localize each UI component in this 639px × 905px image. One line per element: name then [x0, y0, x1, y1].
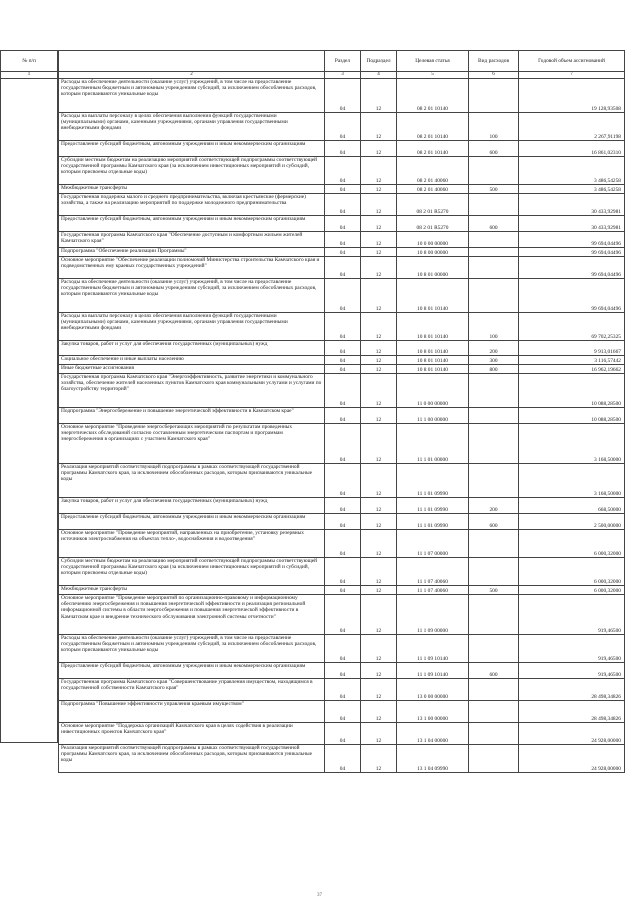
row-amount-cell: 3 168,50000	[519, 424, 625, 464]
row-vr-cell	[469, 701, 519, 723]
row-podrazdel-cell: 12	[361, 464, 397, 498]
row-razdel-cell: 04	[325, 185, 361, 194]
row-vr-cell: 100	[469, 113, 519, 141]
row-razdel-cell: 04	[325, 635, 361, 663]
row-vr-cell	[469, 232, 519, 248]
row-razdel-cell: 04	[325, 248, 361, 257]
row-razdel-cell: 04	[325, 257, 361, 279]
row-vr-cell	[469, 723, 519, 745]
row-vr-cell	[469, 530, 519, 558]
table-row	[59, 679, 625, 701]
row-amount-cell: 99 694,04496	[519, 248, 625, 257]
row-podrazdel-cell: 12	[361, 424, 397, 464]
row-csr-cell: 13 1 00 00000	[397, 701, 469, 723]
table-row	[59, 745, 625, 773]
row-csr-cell: 08 2 01 R5270	[397, 216, 469, 232]
row-vr-cell	[469, 745, 519, 773]
row-podrazdel-cell: 12	[361, 530, 397, 558]
row-podrazdel-cell: 12	[361, 723, 397, 745]
row-name-cell: Основное мероприятие "Проведение мероприятий, направленных на приобретение, установку резервных источников электроснабжения на объектах тепло-, водоснабжения и водоотведения"	[59, 530, 325, 558]
row-name-cell: Подпрограмма "Обеспечение реализации Программы"	[59, 248, 325, 257]
colnum-5: 5	[397, 72, 469, 79]
row-amount-cell: 919,46500	[519, 635, 625, 663]
row-razdel-cell: 04	[325, 365, 361, 374]
table-row	[59, 194, 625, 216]
row-name-cell: Реализация мероприятий соответствующей подпрограммы в рамках соответствующей государственной программы Камчатского края, за исключением обособленных расходов, которым присваиваются уникальные коды	[59, 745, 325, 773]
row-razdel-cell: 04	[325, 464, 361, 498]
row-csr-cell: 10 0 00 00000	[397, 232, 469, 248]
row-amount-cell: 2 500,00000	[519, 514, 625, 530]
row-name-cell: Предоставление субсидий бюджетным, автономным учреждениям и иным некоммерческим организациям	[59, 216, 325, 232]
row-csr-cell: 11 1 01 09990	[397, 514, 469, 530]
row-amount-cell: 2 267,91198	[519, 113, 625, 141]
table-row	[59, 113, 625, 141]
row-vr-cell	[469, 79, 519, 113]
row-razdel-cell: 04	[325, 216, 361, 232]
row-amount-cell: 10 088,28500	[519, 374, 625, 408]
row-podrazdel-cell: 12	[361, 279, 397, 313]
row-amount-cell: 6 000,32000	[519, 586, 625, 595]
row-name-cell: Государственная программа Камчатского края "Энергоэффективность, развитие энергетики и коммунального хозяйства, обеспечение жителей населенных пунктов Камчатского края коммунальными услугами и услугами по благоустройству территорий"	[59, 374, 325, 408]
row-amount-cell: 99 694,04496	[519, 232, 625, 248]
row-csr-cell: 10 8 01 10140	[397, 356, 469, 365]
row-razdel-cell: 04	[325, 701, 361, 723]
row-csr-cell: 10 8 01 10140	[397, 365, 469, 374]
row-razdel-cell: 04	[325, 356, 361, 365]
row-amount-cell: 10 088,28500	[519, 408, 625, 424]
header-num: № п/п	[1, 51, 58, 72]
row-name-cell: Субсидии местным бюджетам на реализацию мероприятий соответствующей подпрограммы соответствующей государственной программы Камчатского края (за исключением инвестиционных мероприятий и субсидий, которым присвоены отдельные коды)	[59, 558, 325, 586]
row-number-body	[1, 79, 58, 743]
row-podrazdel-cell: 12	[361, 745, 397, 773]
row-amount-cell: 668,50000	[519, 498, 625, 514]
row-razdel-cell: 04	[325, 679, 361, 701]
row-razdel-cell: 04	[325, 530, 361, 558]
row-amount-cell: 3 116,57442	[519, 356, 625, 365]
row-vr-cell	[469, 248, 519, 257]
table-row	[59, 257, 625, 279]
row-name-cell: Подпрограмма "Энергосбережение и повышение энергетической эффективности в Камчатском крае"	[59, 408, 325, 424]
row-name-cell: Предоставление субсидий бюджетным, автономным учреждениям и иным некоммерческим организациям	[59, 514, 325, 530]
table-row	[59, 663, 625, 679]
table-row	[59, 464, 625, 498]
table-row	[59, 365, 625, 374]
row-razdel-cell: 04	[325, 498, 361, 514]
row-vr-cell: 100	[469, 313, 519, 341]
row-amount-cell: 24 928,00000	[519, 745, 625, 773]
table-row	[59, 424, 625, 464]
row-podrazdel-cell: 12	[361, 374, 397, 408]
row-podrazdel-cell: 12	[361, 232, 397, 248]
row-razdel-cell: 04	[325, 157, 361, 185]
row-razdel-cell: 04	[325, 586, 361, 595]
row-csr-cell: 08 2 01 10140	[397, 141, 469, 157]
header-vr: Вид расходов	[469, 51, 519, 72]
table-row	[59, 232, 625, 248]
row-razdel-cell: 04	[325, 113, 361, 141]
table-row	[59, 701, 625, 723]
colnum-7: 7	[519, 72, 625, 79]
row-amount-cell: 24 928,00000	[519, 723, 625, 745]
table-row	[59, 514, 625, 530]
row-name-cell: Расходы на обеспечение деятельности (оказание услуг) учреждений, в том числе на предоставление государственным бюджетным и автономным учреждениям субсидий, за исключением обособленных расходов, которым присваиваются уникальные коды	[59, 279, 325, 313]
row-amount-cell: 919,46500	[519, 663, 625, 679]
row-podrazdel-cell: 12	[361, 185, 397, 194]
row-csr-cell: 08 2 01 10140	[397, 79, 469, 113]
row-amount-cell: 919,46500	[519, 595, 625, 635]
table-row	[59, 356, 625, 365]
row-podrazdel-cell: 12	[361, 635, 397, 663]
row-csr-cell: 11 1 09 10140	[397, 663, 469, 679]
row-amount-cell: 99 694,04496	[519, 279, 625, 313]
table-row	[59, 723, 625, 745]
row-vr-cell: 500	[469, 185, 519, 194]
row-amount-cell: 3 168,50000	[519, 464, 625, 498]
row-csr-cell: 10 8 01 10140	[397, 313, 469, 341]
row-name-cell: Предоставление субсидий бюджетным, автономным учреждениям и иным некоммерческим организациям	[59, 141, 325, 157]
row-vr-cell: 800	[469, 365, 519, 374]
row-podrazdel-cell: 12	[361, 514, 397, 530]
colnum-3: 3	[325, 72, 361, 79]
row-name-cell: Основное мероприятие "Поддержка организаций Камчатского края в целях содействия в реализации инвестиционных проектов Камчатского края"	[59, 723, 325, 745]
row-csr-cell: 08 2 01 10140	[397, 113, 469, 141]
colnum-1: 1	[1, 72, 58, 79]
row-amount-cell: 3 486,54258	[519, 157, 625, 185]
row-vr-cell: 200	[469, 498, 519, 514]
row-podrazdel-cell: 12	[361, 216, 397, 232]
row-name-cell: Закупка товаров, работ и услуг для обеспечения государственных (муниципальных) нужд	[59, 498, 325, 514]
row-vr-cell	[469, 408, 519, 424]
row-csr-cell: 13 1 04 09990	[397, 745, 469, 773]
row-razdel-cell: 04	[325, 279, 361, 313]
table-row	[59, 530, 625, 558]
page-number: 37	[317, 893, 322, 898]
row-razdel-cell: 04	[325, 313, 361, 341]
row-name-cell: Расходы на выплаты персоналу в целях обеспечения выполнения функций государственными (муниципальными) органами, казенными учреждениями, органами управления государственными внебюджетными фондами	[59, 313, 325, 341]
row-podrazdel-cell: 12	[361, 356, 397, 365]
row-podrazdel-cell: 12	[361, 79, 397, 113]
row-amount-cell: 69 702,25325	[519, 313, 625, 341]
row-amount-cell: 9 913,01667	[519, 341, 625, 356]
row-podrazdel-cell: 12	[361, 663, 397, 679]
row-csr-cell: 10 8 01 10140	[397, 279, 469, 313]
row-name-cell: Расходы на обеспечение деятельности (оказание услуг) учреждений, в том числе на предоставление государственным бюджетным и автономным учреждениям субсидий, за исключением обособленных расходов, которым присваиваются уникальные коды	[59, 79, 325, 113]
row-amount-cell: 6 000,32000	[519, 530, 625, 558]
row-number-column	[0, 50, 58, 743]
row-vr-cell: 600	[469, 141, 519, 157]
row-vr-cell	[469, 194, 519, 216]
table-row	[59, 635, 625, 663]
row-razdel-cell: 04	[325, 745, 361, 773]
row-csr-cell: 11 1 07 40060	[397, 558, 469, 586]
column-number-row	[59, 72, 625, 79]
row-vr-cell	[469, 464, 519, 498]
row-csr-cell: 10 8 01 00000	[397, 257, 469, 279]
row-csr-cell: 08 2 01 R5270	[397, 194, 469, 216]
row-name-cell: Расходы на обеспечение деятельности (оказание услуг) учреждений, в том числе на предоставление государственным бюджетным и автономным учреждениям субсидий, за исключением обособленных расходов, которым присваиваются уникальные коды	[59, 635, 325, 663]
row-amount-cell: 16 861,02310	[519, 141, 625, 157]
table-row	[59, 498, 625, 514]
row-csr-cell: 11 0 00 00000	[397, 374, 469, 408]
row-podrazdel-cell: 12	[361, 679, 397, 701]
row-podrazdel-cell: 12	[361, 157, 397, 185]
row-name-cell: Расходы на выплаты персоналу в целях обеспечения выполнения функций государственными (муниципальными) органами, казенными учреждениями, органами управления государственными внебюджетными фондами	[59, 113, 325, 141]
row-amount-cell: 28 498,34826	[519, 701, 625, 723]
row-podrazdel-cell: 12	[361, 113, 397, 141]
header-name	[59, 51, 325, 72]
row-name-cell: Подпрограмма "Повышение эффективности управления краевым имуществом"	[59, 701, 325, 723]
row-podrazdel-cell: 12	[361, 257, 397, 279]
row-amount-cell: 30 433,92981	[519, 194, 625, 216]
row-razdel-cell: 04	[325, 723, 361, 745]
header-csr: Целевая статья	[397, 51, 469, 72]
row-vr-cell: 600	[469, 216, 519, 232]
row-podrazdel-cell: 12	[361, 408, 397, 424]
header-podrazdel: Подраздел	[361, 51, 397, 72]
row-podrazdel-cell: 12	[361, 313, 397, 341]
header-razdel: Раздел	[325, 51, 361, 72]
row-razdel-cell: 04	[325, 663, 361, 679]
row-podrazdel-cell: 12	[361, 498, 397, 514]
row-name-cell: Основное мероприятие "Проведение энергосберегающих мероприятий по результатам проведенных энергетических обследований согласно составленным энергетическим паспортам и программам энергосбережения в организациях с участием Камчатского края"	[59, 424, 325, 464]
row-name-cell: Основное мероприятие "Обеспечение реализации полномочий Министерства строительства Камчатского края и подведомственных ему краевых государственных учреждений"	[59, 257, 325, 279]
row-razdel-cell: 04	[325, 558, 361, 586]
table-row	[59, 279, 625, 313]
table-header-row	[59, 51, 625, 72]
row-vr-cell: 600	[469, 663, 519, 679]
row-podrazdel-cell: 12	[361, 194, 397, 216]
table-row	[59, 313, 625, 341]
row-podrazdel-cell: 12	[361, 586, 397, 595]
row-vr-cell	[469, 424, 519, 464]
row-razdel-cell: 04	[325, 424, 361, 464]
row-razdel-cell: 04	[325, 194, 361, 216]
row-razdel-cell: 04	[325, 79, 361, 113]
table-row	[59, 595, 625, 635]
row-csr-cell: 11 1 09 10140	[397, 635, 469, 663]
row-csr-cell: 11 1 01 09990	[397, 498, 469, 514]
table-row	[59, 408, 625, 424]
row-vr-cell	[469, 257, 519, 279]
row-csr-cell: 11 1 01 09990	[397, 464, 469, 498]
row-name-cell: Государственная программа Камчатского края "Совершенствование управления имуществом, находящимся в государственной собственности Камчатского края"	[59, 679, 325, 701]
row-amount-cell: 28 498,34826	[519, 679, 625, 701]
row-csr-cell: 08 2 01 40060	[397, 185, 469, 194]
colnum-4: 4	[361, 72, 397, 79]
row-vr-cell	[469, 595, 519, 635]
row-name-cell: Государственная программа Камчатского края "Обеспечение доступным и комфортным жильем жителей Камчатского края"	[59, 232, 325, 248]
row-name-cell: Межбюджетные трансферты	[59, 586, 325, 595]
table-row	[59, 79, 625, 113]
budget-table	[58, 50, 625, 773]
row-podrazdel-cell: 12	[361, 701, 397, 723]
row-vr-cell: 200	[469, 341, 519, 356]
row-podrazdel-cell: 12	[361, 341, 397, 356]
row-vr-cell	[469, 374, 519, 408]
row-csr-cell: 10 8 01 10140	[397, 341, 469, 356]
row-name-cell: Основное мероприятие "Проведение мероприятий по организационно-правовому и информационному обеспечению энергосбережения и повышения энергетической эффективности и реализация региональной информационной системы в области энергосбережения и повышения энергетической эффективности в Камчатском крае и внедрение технического обслуживания электронной системы отчетности"	[59, 595, 325, 635]
row-name-cell: Государственная поддержка малого и среднего предпринимательства, включая крестьянские (фермерские) хозяйства, а также на реализацию мероприятий по поддержке молодежного предпринимательства	[59, 194, 325, 216]
row-vr-cell	[469, 558, 519, 586]
row-razdel-cell: 04	[325, 408, 361, 424]
row-csr-cell: 11 1 01 00000	[397, 424, 469, 464]
row-podrazdel-cell: 12	[361, 558, 397, 586]
table-row	[59, 558, 625, 586]
row-podrazdel-cell: 12	[361, 141, 397, 157]
row-csr-cell: 13 1 04 00000	[397, 723, 469, 745]
table-row	[59, 216, 625, 232]
row-razdel-cell: 04	[325, 595, 361, 635]
row-vr-cell: 500	[469, 586, 519, 595]
row-razdel-cell: 04	[325, 514, 361, 530]
colnum-6: 6	[469, 72, 519, 79]
row-podrazdel-cell: 12	[361, 248, 397, 257]
row-csr-cell: 11 1 07 40060	[397, 586, 469, 595]
row-vr-cell: 300	[469, 356, 519, 365]
row-amount-cell: 6 000,32000	[519, 558, 625, 586]
row-amount-cell: 19 128,93508	[519, 79, 625, 113]
row-vr-cell	[469, 635, 519, 663]
row-name-cell: Субсидии местным бюджетам на реализацию мероприятий соответствующей подпрограммы соответствующей государственной программы Камчатского края (за исключением инвестиционных мероприятий и субсидий, которым присвоены отдельные коды)	[59, 157, 325, 185]
row-csr-cell: 13 0 00 00000	[397, 679, 469, 701]
row-csr-cell: 08 2 01 40060	[397, 157, 469, 185]
row-amount-cell: 30 433,92981	[519, 216, 625, 232]
row-vr-cell	[469, 157, 519, 185]
row-vr-cell	[469, 679, 519, 701]
header-amount: Годовой объем ассигнований	[519, 51, 625, 72]
row-csr-cell: 11 1 00 00000	[397, 408, 469, 424]
row-csr-cell: 10 8 00 00000	[397, 248, 469, 257]
row-csr-cell: 11 1 09 00000	[397, 595, 469, 635]
row-amount-cell: 16 962,19662	[519, 365, 625, 374]
row-name-cell: Иные бюджетные ассигнования	[59, 365, 325, 374]
table-row	[59, 586, 625, 595]
row-vr-cell	[469, 279, 519, 313]
row-amount-cell: 99 694,04496	[519, 257, 625, 279]
table-row	[59, 185, 625, 194]
row-name-cell: Предоставление субсидий бюджетным, автономным учреждениям и иным некоммерческим организациям	[59, 663, 325, 679]
table-row	[59, 341, 625, 356]
row-name-cell: Межбюджетные трансферты	[59, 185, 325, 194]
row-name-cell: Реализация мероприятий соответствующей подпрограммы в рамках соответствующей государственной программы Камчатского края, за исключением обособленных расходов, которым присваиваются уникальные коды	[59, 464, 325, 498]
table-row	[59, 157, 625, 185]
table-row	[59, 248, 625, 257]
table-row	[59, 141, 625, 157]
row-name-cell: Закупка товаров, работ и услуг для обеспечения государственных (муниципальных) нужд	[59, 341, 325, 356]
row-razdel-cell: 04	[325, 232, 361, 248]
row-vr-cell: 600	[469, 514, 519, 530]
row-razdel-cell: 04	[325, 374, 361, 408]
row-amount-cell: 3 486,54258	[519, 185, 625, 194]
colnum-2: 2	[59, 72, 325, 79]
row-podrazdel-cell: 12	[361, 365, 397, 374]
row-name-cell: Социальное обеспечение и иные выплаты населению	[59, 356, 325, 365]
row-podrazdel-cell: 12	[361, 595, 397, 635]
row-csr-cell: 11 1 07 00000	[397, 530, 469, 558]
row-razdel-cell: 04	[325, 141, 361, 157]
row-razdel-cell: 04	[325, 341, 361, 356]
table-row	[59, 374, 625, 408]
